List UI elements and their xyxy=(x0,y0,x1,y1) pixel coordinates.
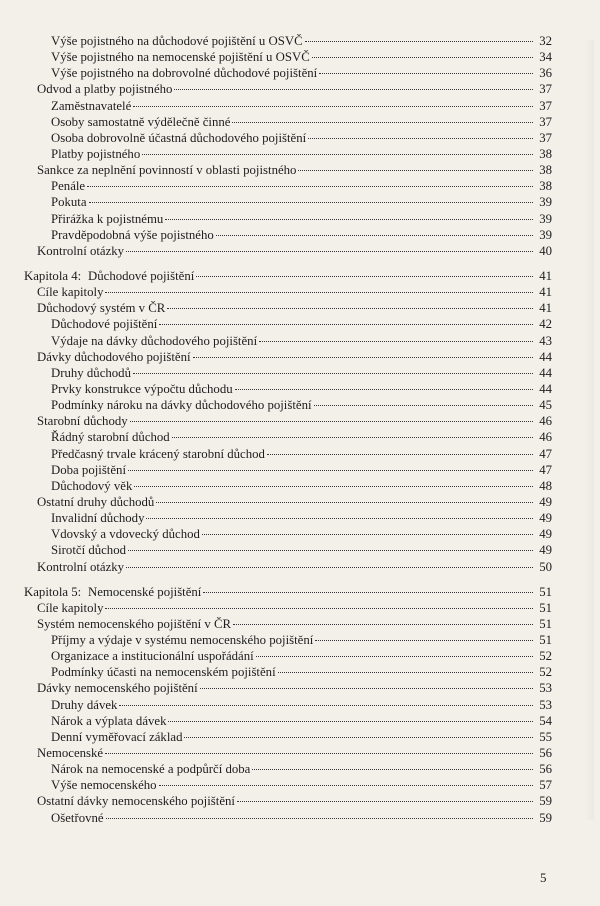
dot-leader xyxy=(89,202,533,203)
toc-entry xyxy=(51,713,552,729)
toc-page-number: 47 xyxy=(539,462,552,477)
dot-leader xyxy=(259,341,533,342)
toc-page-number: 43 xyxy=(539,333,552,348)
dot-leader xyxy=(119,705,533,706)
toc-row xyxy=(0,333,600,349)
toc-page-number: 56 xyxy=(539,746,552,761)
toc-page-number: 37 xyxy=(539,130,552,145)
toc-page-number: 49 xyxy=(539,511,552,526)
toc-row xyxy=(0,680,600,696)
toc-entry-title xyxy=(51,316,158,332)
toc-page-number: 38 xyxy=(539,179,552,194)
toc-entry xyxy=(51,397,552,413)
toc-page-number: 38 xyxy=(539,163,552,178)
dot-leader xyxy=(159,785,533,786)
dot-leader xyxy=(319,73,533,74)
toc-row xyxy=(0,349,600,365)
toc-entry-title xyxy=(37,162,297,178)
toc-entry-title xyxy=(51,397,313,413)
toc-row xyxy=(0,284,600,300)
toc-page-number: 47 xyxy=(539,446,552,461)
toc-title-text: Pokuta xyxy=(51,195,87,210)
toc-row xyxy=(0,777,600,793)
toc-title-text: Kontrolní otázky xyxy=(37,559,125,574)
toc-title-text: Podmínky účasti na nemocenském pojištění xyxy=(51,665,276,680)
dot-leader xyxy=(130,421,533,422)
toc-entry xyxy=(37,616,552,632)
toc-row xyxy=(0,227,600,243)
toc-chapter-entry xyxy=(24,584,552,600)
toc-title-text: Výdaje na dávky důchodového pojištění xyxy=(51,333,258,348)
toc-entry xyxy=(51,462,552,478)
toc-row xyxy=(0,559,600,575)
toc-row xyxy=(0,178,600,194)
toc-entry xyxy=(37,793,552,809)
dot-leader xyxy=(298,170,533,171)
toc-title-text: Kontrolní otázky xyxy=(37,243,125,258)
dot-leader xyxy=(106,818,533,819)
toc-entry-title xyxy=(51,761,251,777)
toc-page-number: 49 xyxy=(539,494,552,509)
toc-page-number: 41 xyxy=(539,285,552,300)
toc-row xyxy=(0,33,600,49)
toc-page-number: 49 xyxy=(539,527,552,542)
toc-entry-title xyxy=(51,178,86,194)
toc-row xyxy=(0,130,600,146)
toc-row xyxy=(0,381,600,397)
dot-leader xyxy=(133,106,533,107)
toc-entry xyxy=(37,745,552,761)
toc-page-number: 39 xyxy=(539,227,552,242)
toc-title-text: Prvky konstrukce výpočtu důchodu xyxy=(51,381,233,396)
toc-row xyxy=(0,81,600,97)
toc-row xyxy=(0,584,600,600)
toc-entry-title xyxy=(51,664,277,680)
dot-leader xyxy=(203,592,533,593)
dot-leader xyxy=(184,737,533,738)
dot-leader xyxy=(308,138,533,139)
toc-row xyxy=(0,397,600,413)
toc-entry xyxy=(51,98,552,114)
dot-leader xyxy=(87,186,533,187)
dot-leader xyxy=(200,688,533,689)
toc-row xyxy=(0,494,600,510)
toc-title-text: Předčasný trvale krácený starobní důchod xyxy=(51,446,265,461)
dot-leader xyxy=(237,801,533,802)
toc-entry xyxy=(51,648,552,664)
toc-row xyxy=(0,243,600,259)
toc-entry xyxy=(51,526,552,542)
toc-entry-title xyxy=(51,227,215,243)
toc-page-number: 44 xyxy=(539,381,552,396)
toc-title-text: Starobní důchody xyxy=(37,414,128,429)
toc-page-number: 59 xyxy=(539,794,552,809)
toc-title-text: Doba pojištění xyxy=(51,462,126,477)
chapter-label: Kapitola 4: xyxy=(24,268,82,283)
toc-entry-title xyxy=(51,333,258,349)
toc-row xyxy=(0,413,600,429)
toc-title-text: Výše pojistného na nemocenské pojištění u OSVČ xyxy=(51,50,310,65)
toc-title-text: Cíle kapitoly xyxy=(37,285,104,300)
toc-row xyxy=(0,810,600,826)
dot-leader xyxy=(202,534,533,535)
toc-entry-title xyxy=(51,478,133,494)
toc-page-number: 46 xyxy=(539,430,552,445)
toc-row xyxy=(0,478,600,494)
dot-leader xyxy=(168,721,533,722)
toc-entry xyxy=(51,429,552,445)
toc-entry-title xyxy=(37,243,125,259)
toc-entry-title xyxy=(51,542,127,558)
toc-row xyxy=(0,300,600,316)
toc-title-text: Odvod a platby pojistného xyxy=(37,82,173,97)
toc-row xyxy=(0,65,600,81)
toc-entry-title xyxy=(37,793,236,809)
toc-page-number: 41 xyxy=(539,301,552,316)
toc-page-number: 41 xyxy=(539,268,552,283)
toc-title-text: Pravděpodobná výše pojistného xyxy=(51,227,214,242)
toc-page-number: 42 xyxy=(539,317,552,332)
toc-entry xyxy=(51,178,552,194)
toc-entry-title xyxy=(37,494,155,510)
dot-leader xyxy=(105,753,533,754)
toc-entry-title xyxy=(51,462,127,478)
toc-row xyxy=(0,729,600,745)
toc-row xyxy=(0,600,600,616)
toc-row xyxy=(0,761,600,777)
dot-leader xyxy=(267,454,533,455)
toc-entry xyxy=(51,381,552,397)
chapter-label: Kapitola 5: xyxy=(24,584,82,599)
toc-entry xyxy=(37,600,552,616)
toc-entry xyxy=(37,559,552,575)
toc-entry xyxy=(51,316,552,332)
toc-entry xyxy=(37,284,552,300)
toc-entry xyxy=(51,194,552,210)
toc-entry-title xyxy=(51,526,201,542)
toc-entry-title xyxy=(37,559,125,575)
toc-title-text: Cíle kapitoly xyxy=(37,600,104,615)
toc-page-number: 59 xyxy=(539,810,552,825)
toc-entry-title xyxy=(51,729,183,745)
toc-row xyxy=(0,146,600,162)
toc-entry xyxy=(51,146,552,162)
toc-title-text: Systém nemocenského pojištění v ČR xyxy=(37,616,232,631)
toc-entry xyxy=(51,729,552,745)
toc-title-text: Nemocenské pojištění xyxy=(88,584,202,599)
toc-entry xyxy=(51,810,552,826)
toc-title-text: Ostatní druhy důchodů xyxy=(37,494,155,509)
toc-page-number: 54 xyxy=(539,713,552,728)
toc-title-text: Důchodové pojištění xyxy=(51,317,158,332)
dot-leader xyxy=(128,470,533,471)
toc-entry xyxy=(51,227,552,243)
toc-title-text: Osoby samostatně výdělečně činné xyxy=(51,114,231,129)
toc-entry-title xyxy=(37,284,104,300)
toc-page-number: 45 xyxy=(539,398,552,413)
dot-leader xyxy=(105,292,533,293)
toc-row xyxy=(0,697,600,713)
toc-row xyxy=(0,632,600,648)
toc-entry xyxy=(51,542,552,558)
toc-row xyxy=(0,510,600,526)
dot-leader xyxy=(193,357,533,358)
toc-page-number: 34 xyxy=(539,50,552,65)
dot-leader xyxy=(134,486,533,487)
toc-row xyxy=(0,268,600,284)
toc-title-text: Penále xyxy=(51,179,86,194)
toc-entry xyxy=(51,333,552,349)
dot-leader xyxy=(126,251,533,252)
page-number: 5 xyxy=(540,870,547,885)
toc-title-text: Důchodový systém v ČR xyxy=(37,301,166,316)
toc-row xyxy=(0,162,600,178)
toc-row xyxy=(0,316,600,332)
toc-title-text: Výše pojistného na dobrovolné důchodové pojištění xyxy=(51,66,318,81)
toc-entry xyxy=(51,664,552,680)
toc-entry-title xyxy=(24,584,202,600)
toc-title-text: Nárok na nemocenské a podpůrčí doba xyxy=(51,762,251,777)
toc-entry-title xyxy=(51,114,231,130)
toc-title-text: Invalidní důchody xyxy=(51,511,145,526)
dot-leader xyxy=(105,608,533,609)
toc-page-number: 36 xyxy=(539,66,552,81)
toc-entry-title xyxy=(51,777,158,793)
toc-entry xyxy=(51,478,552,494)
toc-page-number: 51 xyxy=(539,600,552,615)
toc-title-text: Denní vyměřovací základ xyxy=(51,729,183,744)
toc-title-text: Podmínky nároku na dávky důchodového pojištění xyxy=(51,398,312,413)
toc-entry-title xyxy=(37,616,232,632)
toc-title-text: Výše nemocenského xyxy=(51,778,157,793)
toc-page-number: 53 xyxy=(539,681,552,696)
toc-title-text: Zaměstnavatelé xyxy=(51,98,132,113)
dot-leader xyxy=(314,405,533,406)
dot-leader xyxy=(305,41,533,42)
toc-row xyxy=(0,745,600,761)
toc-page-number: 46 xyxy=(539,414,552,429)
toc-page-number: 53 xyxy=(539,697,552,712)
toc-title-text: Výše pojistného na důchodové pojištění u OSVČ xyxy=(51,34,303,48)
toc-page-number: 48 xyxy=(539,478,552,493)
toc-entry xyxy=(51,446,552,462)
toc-row xyxy=(0,365,600,381)
toc-entry-title xyxy=(51,146,141,162)
toc-title-text: Přirážka k pojistnému xyxy=(51,211,164,226)
toc-entry xyxy=(51,114,552,130)
toc-page-number: 39 xyxy=(539,211,552,226)
toc-entry-title xyxy=(51,194,88,210)
dot-leader xyxy=(167,308,533,309)
toc-entry-title xyxy=(51,381,234,397)
toc-entry xyxy=(37,162,552,178)
toc-row xyxy=(0,648,600,664)
toc-entry xyxy=(37,413,552,429)
toc-row xyxy=(0,616,600,632)
toc-entry xyxy=(51,761,552,777)
dot-leader xyxy=(216,235,533,236)
toc-row xyxy=(0,542,600,558)
toc-entry-title xyxy=(37,413,129,429)
toc-chapter-entry xyxy=(24,268,552,284)
toc-title-text: Sankce za neplnění povinností v oblasti pojistného xyxy=(37,163,297,178)
dot-leader xyxy=(172,437,533,438)
toc-page-number: 55 xyxy=(539,729,552,744)
toc-entry xyxy=(51,49,552,65)
toc-title-text: Platby pojistného xyxy=(51,146,141,161)
toc-entry-title xyxy=(51,130,307,146)
toc-title-text: Příjmy a výdaje v systému nemocenského pojištění xyxy=(51,633,314,648)
toc-page-number: 52 xyxy=(539,649,552,664)
toc-entry xyxy=(37,349,552,365)
toc-entry-title xyxy=(37,600,104,616)
toc-title-text: Ostatní dávky nemocenského pojištění xyxy=(37,794,235,809)
toc-title-text: Dávky důchodového pojištění xyxy=(37,349,191,364)
dot-leader xyxy=(256,656,533,657)
toc-entry-title xyxy=(51,365,132,381)
dot-leader xyxy=(315,640,533,641)
toc-title-text: Nemocenské xyxy=(37,746,104,761)
toc-title-text: Důchodové pojištění xyxy=(88,268,195,283)
toc-title-text: Dávky nemocenského pojištění xyxy=(37,681,198,696)
dot-leader xyxy=(146,518,533,519)
toc-entry-title xyxy=(37,680,199,696)
dot-leader xyxy=(126,567,533,568)
toc-entry-title xyxy=(51,632,314,648)
toc-row xyxy=(0,446,600,462)
toc-row xyxy=(0,429,600,445)
toc-entry xyxy=(51,697,552,713)
toc-page-number: 52 xyxy=(539,665,552,680)
toc-title-text: Sirotčí důchod xyxy=(51,543,126,558)
toc-title-text: Druhy důchodů xyxy=(51,365,131,380)
dot-leader xyxy=(133,373,533,374)
toc-row xyxy=(0,194,600,210)
dot-leader xyxy=(142,154,533,155)
dot-leader xyxy=(159,324,533,325)
toc-entry xyxy=(37,243,552,259)
toc-entry xyxy=(51,777,552,793)
toc-entry xyxy=(51,632,552,648)
toc-entry xyxy=(37,81,552,97)
dot-leader xyxy=(165,219,533,220)
dot-leader xyxy=(156,502,533,503)
toc-row xyxy=(0,98,600,114)
toc-entry-title xyxy=(51,713,167,729)
toc-row xyxy=(0,793,600,809)
toc-entry-title xyxy=(51,65,318,81)
toc-page-number: 50 xyxy=(539,559,552,574)
toc-entry xyxy=(51,211,552,227)
toc-entry xyxy=(37,680,552,696)
dot-leader xyxy=(233,624,533,625)
dot-leader xyxy=(235,389,533,390)
table-of-contents xyxy=(0,33,600,826)
toc-entry-title xyxy=(37,81,173,97)
toc-page-number: 49 xyxy=(539,543,552,558)
toc-title-text: Druhy dávek xyxy=(51,697,118,712)
toc-row xyxy=(0,664,600,680)
toc-entry-title xyxy=(37,745,104,761)
toc-row xyxy=(0,526,600,542)
toc-entry xyxy=(51,33,552,49)
toc-entry-title xyxy=(51,697,118,713)
toc-title-text: Osoba dobrovolně účastná důchodového pojištění xyxy=(51,130,307,145)
toc-title-text: Nárok a výplata dávek xyxy=(51,713,167,728)
toc-entry-title xyxy=(51,98,132,114)
toc-page-number: 37 xyxy=(539,98,552,113)
dot-leader xyxy=(278,672,533,673)
toc-entry xyxy=(51,65,552,81)
toc-entry xyxy=(37,494,552,510)
dot-leader xyxy=(252,769,533,770)
toc-page-number: 39 xyxy=(539,195,552,210)
toc-entry-title xyxy=(51,211,164,227)
toc-entry-title xyxy=(51,49,311,65)
toc-entry-title xyxy=(24,268,195,284)
toc-row xyxy=(0,713,600,729)
toc-row xyxy=(0,114,600,130)
toc-row xyxy=(0,49,600,65)
toc-page-number: 38 xyxy=(539,146,552,161)
toc-page-number: 37 xyxy=(539,114,552,129)
toc-page-number: 51 xyxy=(539,633,552,648)
toc-page-number: 51 xyxy=(539,584,552,599)
toc-entry-title xyxy=(51,510,145,526)
toc-entry xyxy=(51,365,552,381)
toc-page-number: 37 xyxy=(539,82,552,97)
toc-page-number: 44 xyxy=(539,365,552,380)
toc-page-number: 57 xyxy=(539,778,552,793)
toc-entry-title xyxy=(51,429,171,445)
toc-title-text: Řádný starobní důchod xyxy=(51,430,170,445)
dot-leader xyxy=(312,57,533,58)
toc-row xyxy=(0,462,600,478)
dot-leader xyxy=(174,89,533,90)
toc-entry-title xyxy=(51,810,105,826)
toc-title-text: Ošetřovné xyxy=(51,810,104,825)
toc-entry-title xyxy=(37,349,192,365)
toc-page-number: 56 xyxy=(539,762,552,777)
toc-entry xyxy=(51,130,552,146)
dot-leader xyxy=(128,550,533,551)
dot-leader xyxy=(232,122,533,123)
toc-page-number: 40 xyxy=(539,243,552,258)
toc-title-text: Vdovský a vdovecký důchod xyxy=(51,527,200,542)
toc-entry xyxy=(37,300,552,316)
toc-title-text: Organizace a institucionální uspořádání xyxy=(51,649,254,664)
toc-entry xyxy=(51,510,552,526)
toc-entry-title xyxy=(51,648,255,664)
toc-entry-title xyxy=(51,446,266,462)
toc-row xyxy=(0,211,600,227)
toc-entry-title xyxy=(37,300,166,316)
toc-title-text: Důchodový věk xyxy=(51,478,133,493)
toc-page-number: 51 xyxy=(539,616,552,631)
toc-entry-title xyxy=(51,33,304,49)
dot-leader xyxy=(196,276,533,277)
toc-page-number: 32 xyxy=(539,34,552,48)
toc-page-number: 44 xyxy=(539,349,552,364)
